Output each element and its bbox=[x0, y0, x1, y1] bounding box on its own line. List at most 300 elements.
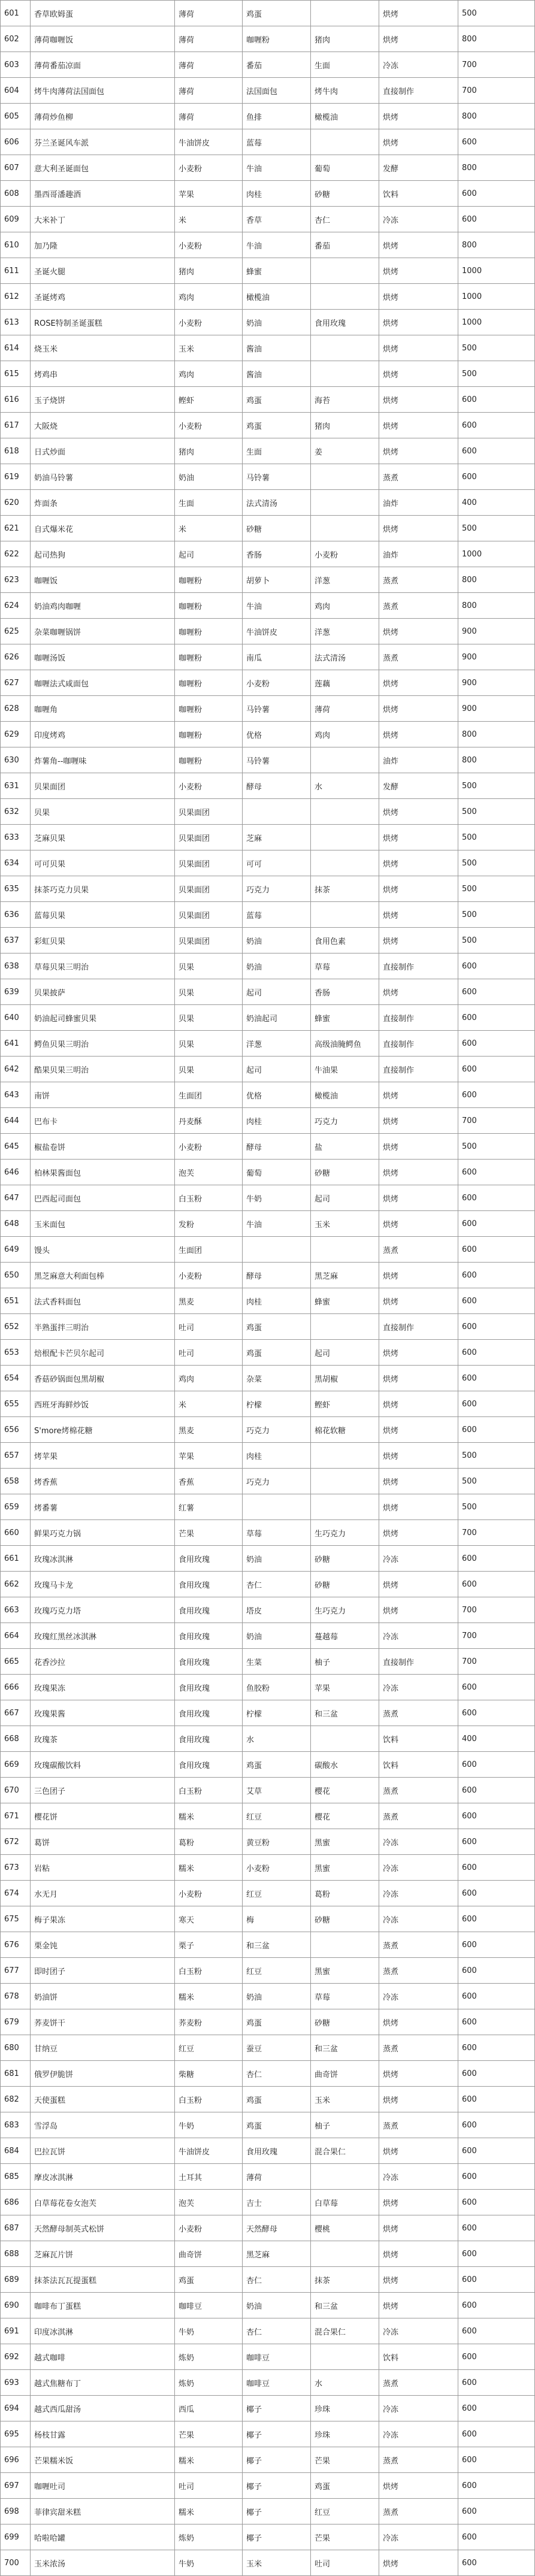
recipe-name: 日式炒面 bbox=[31, 438, 175, 464]
table-row bbox=[1, 1700, 535, 1726]
recipe-number: 649 bbox=[1, 1237, 31, 1263]
ingredient-3: 砂糖 bbox=[311, 1906, 379, 1932]
ingredient-1: 贝果面团 bbox=[175, 876, 243, 902]
recipe-name: 摩皮冰淇淋 bbox=[31, 2164, 175, 2190]
cooking-time: 1000 bbox=[458, 541, 535, 567]
ingredient-3: 洋葱 bbox=[311, 619, 379, 644]
ingredient-1: 小麦粉 bbox=[175, 1134, 243, 1160]
recipe-name: 巴布卡 bbox=[31, 1108, 175, 1134]
cooking-method: 蒸煮 bbox=[379, 2112, 458, 2138]
recipe-number: 668 bbox=[1, 1726, 31, 1752]
cooking-time: 600 bbox=[458, 1031, 535, 1057]
ingredient-3: 蜂蜜 bbox=[311, 1288, 379, 1314]
ingredient-2: 小麦粉 bbox=[243, 1855, 311, 1881]
recipe-name: ROSE特制圣诞蛋糕 bbox=[31, 310, 175, 335]
table-row bbox=[1, 2421, 535, 2447]
ingredient-2: 食用玫瑰 bbox=[243, 2138, 311, 2164]
cooking-method: 烘烤 bbox=[379, 1134, 458, 1160]
cooking-method: 烘烤 bbox=[379, 1211, 458, 1237]
cooking-method: 烘烤 bbox=[379, 1082, 458, 1108]
recipe-number: 627 bbox=[1, 670, 31, 696]
cooking-time: 600 bbox=[458, 1700, 535, 1726]
ingredient-1: 食用玫瑰 bbox=[175, 1597, 243, 1623]
recipe-number: 643 bbox=[1, 1082, 31, 1108]
recipe-name: 咖喱吐司 bbox=[31, 2473, 175, 2499]
table-row bbox=[1, 2344, 535, 2370]
recipe-number: 646 bbox=[1, 1160, 31, 1185]
ingredient-1: 吐司 bbox=[175, 1340, 243, 1366]
ingredient-1: 米 bbox=[175, 516, 243, 541]
recipe-name: 焙根配卡芒贝尔起司 bbox=[31, 1340, 175, 1366]
cooking-method: 烘烤 bbox=[379, 516, 458, 541]
recipe-name: 烤香蕉 bbox=[31, 1469, 175, 1494]
table-row bbox=[1, 1597, 535, 1623]
table-row bbox=[1, 670, 535, 696]
ingredient-2: 南瓜 bbox=[243, 644, 311, 670]
table-row bbox=[1, 1005, 535, 1031]
recipe-number: 695 bbox=[1, 2421, 31, 2447]
ingredient-1: 小麦粉 bbox=[175, 310, 243, 335]
ingredient-1: 炼奶 bbox=[175, 2524, 243, 2550]
cooking-time: 700 bbox=[458, 52, 535, 78]
recipe-number: 689 bbox=[1, 2267, 31, 2293]
cooking-time: 500 bbox=[458, 1134, 535, 1160]
recipe-name: 黑芝麻意大利面包棒 bbox=[31, 1263, 175, 1288]
ingredient-1: 糯米 bbox=[175, 2447, 243, 2473]
ingredient-1: 食用玫瑰 bbox=[175, 1700, 243, 1726]
table-row bbox=[1, 52, 535, 78]
ingredient-3 bbox=[311, 516, 379, 541]
ingredient-3 bbox=[311, 361, 379, 387]
recipe-name: 玫瑰果酱 bbox=[31, 1700, 175, 1726]
ingredient-2: 酵母 bbox=[243, 773, 311, 799]
ingredient-3: 鲣虾 bbox=[311, 1391, 379, 1417]
ingredient-1: 小麦粉 bbox=[175, 232, 243, 258]
recipe-number: 644 bbox=[1, 1108, 31, 1134]
ingredient-2: 马铃薯 bbox=[243, 747, 311, 773]
recipe-name: 芝麻瓦片饼 bbox=[31, 2241, 175, 2267]
ingredient-2: 红豆 bbox=[243, 1958, 311, 1984]
cooking-method: 烘烤 bbox=[379, 258, 458, 284]
ingredient-1: 生面 bbox=[175, 490, 243, 516]
recipe-name: 荞麦饼干 bbox=[31, 2009, 175, 2035]
cooking-method: 蒸煮 bbox=[379, 567, 458, 593]
ingredient-1: 咖喱粉 bbox=[175, 567, 243, 593]
cooking-method: 蒸煮 bbox=[379, 2499, 458, 2524]
cooking-time: 500 bbox=[458, 773, 535, 799]
cooking-time: 600 bbox=[458, 1803, 535, 1829]
cooking-method: 烘烤 bbox=[379, 335, 458, 361]
ingredient-3: 和三盆 bbox=[311, 2293, 379, 2318]
recipe-name: 柏林果酱面包 bbox=[31, 1160, 175, 1185]
ingredient-2: 奶油 bbox=[243, 310, 311, 335]
ingredient-2: 奶油 bbox=[243, 2293, 311, 2318]
recipe-number: 684 bbox=[1, 2138, 31, 2164]
table-row bbox=[1, 1185, 535, 1211]
ingredient-1: 糯米 bbox=[175, 1984, 243, 2009]
cooking-time: 600 bbox=[458, 1984, 535, 2009]
recipe-number: 659 bbox=[1, 1494, 31, 1520]
ingredient-1: 薄荷 bbox=[175, 78, 243, 104]
cooking-time: 800 bbox=[458, 567, 535, 593]
recipe-number: 665 bbox=[1, 1649, 31, 1675]
ingredient-2: 杏仁 bbox=[243, 2061, 311, 2087]
cooking-time: 600 bbox=[458, 2344, 535, 2370]
ingredient-3: 猪肉 bbox=[311, 413, 379, 438]
recipe-name: 巴拉瓦饼 bbox=[31, 2138, 175, 2164]
recipe-name: 墨西哥潘趣酒 bbox=[31, 181, 175, 207]
cooking-method: 烘烤 bbox=[379, 2473, 458, 2499]
table-row bbox=[1, 1803, 535, 1829]
ingredient-2: 起司 bbox=[243, 1057, 311, 1082]
ingredient-3 bbox=[311, 1314, 379, 1340]
ingredient-3: 生面 bbox=[311, 52, 379, 78]
ingredient-3: 混合果仁 bbox=[311, 2138, 379, 2164]
cooking-method: 饮料 bbox=[379, 1726, 458, 1752]
recipe-number: 613 bbox=[1, 310, 31, 335]
cooking-time: 600 bbox=[458, 387, 535, 413]
cooking-method: 冷冻 bbox=[379, 1675, 458, 1700]
cooking-time: 600 bbox=[458, 1417, 535, 1443]
recipe-number: 611 bbox=[1, 258, 31, 284]
recipe-number: 669 bbox=[1, 1752, 31, 1778]
ingredient-3: 黑芝麻 bbox=[311, 1263, 379, 1288]
ingredient-1: 贝果 bbox=[175, 1005, 243, 1031]
ingredient-1: 咖啡豆 bbox=[175, 2293, 243, 2318]
cooking-time: 1000 bbox=[458, 310, 535, 335]
cooking-method: 烘烤 bbox=[379, 696, 458, 722]
recipe-number: 691 bbox=[1, 2318, 31, 2344]
recipe-name: 香草欧姆蛋 bbox=[31, 1, 175, 26]
table-row bbox=[1, 2241, 535, 2267]
ingredient-1: 鸡肉 bbox=[175, 361, 243, 387]
recipe-name: 西班牙海鲜炒饭 bbox=[31, 1391, 175, 1417]
cooking-time: 1000 bbox=[458, 258, 535, 284]
table-row bbox=[1, 232, 535, 258]
table-row bbox=[1, 722, 535, 747]
ingredient-1: 吐司 bbox=[175, 1314, 243, 1340]
table-row bbox=[1, 1829, 535, 1855]
recipe-number: 619 bbox=[1, 464, 31, 490]
recipe-number: 645 bbox=[1, 1134, 31, 1160]
recipe-name: 芝麻贝果 bbox=[31, 825, 175, 850]
cooking-time: 700 bbox=[458, 1520, 535, 1546]
cooking-time: 600 bbox=[458, 2087, 535, 2112]
recipe-name: 岩粘 bbox=[31, 1855, 175, 1881]
recipe-name: 印度冰淇淋 bbox=[31, 2318, 175, 2344]
recipe-number: 653 bbox=[1, 1340, 31, 1366]
recipe-name: 彩虹贝果 bbox=[31, 928, 175, 953]
ingredient-3: 葡萄 bbox=[311, 155, 379, 181]
cooking-method: 烘烤 bbox=[379, 284, 458, 310]
recipe-name: 玫瑰巧克力塔 bbox=[31, 1597, 175, 1623]
table-row bbox=[1, 825, 535, 850]
ingredient-3: 吐司 bbox=[311, 2550, 379, 2576]
recipe-number: 640 bbox=[1, 1005, 31, 1031]
cooking-time: 800 bbox=[458, 104, 535, 129]
ingredient-3: 橄榄油 bbox=[311, 104, 379, 129]
ingredient-2: 鸡蛋 bbox=[243, 1, 311, 26]
recipe-number: 681 bbox=[1, 2061, 31, 2087]
ingredient-2: 鱼胶粉 bbox=[243, 1675, 311, 1700]
ingredient-3: 黑蜜 bbox=[311, 1958, 379, 1984]
ingredient-2: 杏仁 bbox=[243, 1572, 311, 1597]
cooking-method: 烘烤 bbox=[379, 799, 458, 825]
cooking-time: 600 bbox=[458, 1340, 535, 1366]
ingredient-3: 棉花软糖 bbox=[311, 1417, 379, 1443]
ingredient-3: 和三盆 bbox=[311, 2035, 379, 2061]
ingredient-2: 法国面包 bbox=[243, 78, 311, 104]
recipe-name: 咖喱汤饭 bbox=[31, 644, 175, 670]
ingredient-1: 食用玫瑰 bbox=[175, 1752, 243, 1778]
cooking-time: 600 bbox=[458, 1082, 535, 1108]
table-row bbox=[1, 2112, 535, 2138]
recipe-name: 法式香料面包 bbox=[31, 1288, 175, 1314]
ingredient-2: 红豆 bbox=[243, 1881, 311, 1906]
ingredient-2: 吉士 bbox=[243, 2190, 311, 2215]
table-row bbox=[1, 1984, 535, 2009]
ingredient-3: 黑胡椒 bbox=[311, 1366, 379, 1391]
ingredient-2: 奶油 bbox=[243, 1546, 311, 1572]
cooking-method: 烘烤 bbox=[379, 979, 458, 1005]
cooking-time: 600 bbox=[458, 1752, 535, 1778]
recipe-number: 636 bbox=[1, 902, 31, 928]
cooking-method: 烘烤 bbox=[379, 26, 458, 52]
ingredient-2: 鸡蛋 bbox=[243, 2112, 311, 2138]
ingredient-1: 小麦粉 bbox=[175, 2215, 243, 2241]
ingredient-1: 白玉粉 bbox=[175, 2087, 243, 2112]
cooking-time: 600 bbox=[458, 1057, 535, 1082]
recipe-name: S'more烤棉花糖 bbox=[31, 1417, 175, 1443]
recipe-name: 大米补丁 bbox=[31, 207, 175, 232]
recipe-number: 670 bbox=[1, 1778, 31, 1803]
cooking-method: 烘烤 bbox=[379, 2241, 458, 2267]
cooking-time: 600 bbox=[458, 1185, 535, 1211]
ingredient-1: 贝果 bbox=[175, 1031, 243, 1057]
recipe-number: 700 bbox=[1, 2550, 31, 2576]
cooking-method: 蒸煮 bbox=[379, 2447, 458, 2473]
recipe-name: 蓝莓贝果 bbox=[31, 902, 175, 928]
ingredient-1: 贝果 bbox=[175, 953, 243, 979]
ingredient-2: 薄荷 bbox=[243, 2164, 311, 2190]
ingredient-1: 薄荷 bbox=[175, 104, 243, 129]
ingredient-3: 草莓 bbox=[311, 1984, 379, 2009]
cooking-method: 烘烤 bbox=[379, 2293, 458, 2318]
table-row bbox=[1, 2396, 535, 2421]
cooking-time: 600 bbox=[458, 2164, 535, 2190]
table-row bbox=[1, 902, 535, 928]
ingredient-3: 起司 bbox=[311, 1340, 379, 1366]
ingredient-3: 生巧克力 bbox=[311, 1597, 379, 1623]
recipe-name: 起司热狗 bbox=[31, 541, 175, 567]
ingredient-3 bbox=[311, 258, 379, 284]
cooking-time: 800 bbox=[458, 155, 535, 181]
recipe-number: 620 bbox=[1, 490, 31, 516]
table-row bbox=[1, 104, 535, 129]
cooking-time: 800 bbox=[458, 747, 535, 773]
recipe-number: 698 bbox=[1, 2499, 31, 2524]
ingredient-3 bbox=[311, 464, 379, 490]
cooking-method: 蒸煮 bbox=[379, 464, 458, 490]
cooking-method: 冷冻 bbox=[379, 2421, 458, 2447]
ingredient-1: 薄荷 bbox=[175, 26, 243, 52]
ingredient-3 bbox=[311, 1469, 379, 1494]
cooking-time: 600 bbox=[458, 2215, 535, 2241]
table-row bbox=[1, 2550, 535, 2576]
cooking-method: 烘烤 bbox=[379, 1494, 458, 1520]
table-row bbox=[1, 2473, 535, 2499]
ingredient-2: 法式清汤 bbox=[243, 490, 311, 516]
ingredient-3: 砂糖 bbox=[311, 1546, 379, 1572]
cooking-time: 700 bbox=[458, 78, 535, 104]
table-row bbox=[1, 696, 535, 722]
table-row bbox=[1, 181, 535, 207]
recipe-name: 草莓贝果三明治 bbox=[31, 953, 175, 979]
cooking-time: 600 bbox=[458, 1211, 535, 1237]
cooking-time: 600 bbox=[458, 2499, 535, 2524]
ingredient-3: 蜂蜜 bbox=[311, 1005, 379, 1031]
table-row bbox=[1, 1623, 535, 1649]
ingredient-3: 抹茶 bbox=[311, 876, 379, 902]
cooking-method: 蒸煮 bbox=[379, 2035, 458, 2061]
table-row bbox=[1, 541, 535, 567]
ingredient-1: 吐司 bbox=[175, 2473, 243, 2499]
ingredient-2: 椰子 bbox=[243, 2447, 311, 2473]
recipe-number: 664 bbox=[1, 1623, 31, 1649]
table-row bbox=[1, 1443, 535, 1469]
ingredient-3: 玉米 bbox=[311, 1211, 379, 1237]
cooking-time: 500 bbox=[458, 825, 535, 850]
recipe-number: 602 bbox=[1, 26, 31, 52]
table-row bbox=[1, 1520, 535, 1546]
ingredient-2 bbox=[243, 799, 311, 825]
ingredient-2: 椰子 bbox=[243, 2396, 311, 2421]
ingredient-1: 泡芙 bbox=[175, 1160, 243, 1185]
table-row bbox=[1, 2499, 535, 2524]
recipe-name: 玫瑰果冻 bbox=[31, 1675, 175, 1700]
recipe-name: 玉米面包 bbox=[31, 1211, 175, 1237]
ingredient-1: 鸡肉 bbox=[175, 1366, 243, 1391]
cooking-method: 蒸煮 bbox=[379, 644, 458, 670]
ingredient-3: 法式清汤 bbox=[311, 644, 379, 670]
cooking-method: 直接制作 bbox=[379, 78, 458, 104]
recipe-number: 631 bbox=[1, 773, 31, 799]
recipe-table-body bbox=[1, 1, 535, 2576]
ingredient-2: 生菜 bbox=[243, 1649, 311, 1675]
ingredient-2: 柠檬 bbox=[243, 1391, 311, 1417]
recipe-number: 605 bbox=[1, 104, 31, 129]
ingredient-3: 芒果 bbox=[311, 2447, 379, 2473]
ingredient-1: 曲奇饼 bbox=[175, 2241, 243, 2267]
ingredient-1: 小麦粉 bbox=[175, 773, 243, 799]
ingredient-1: 食用玫瑰 bbox=[175, 1623, 243, 1649]
ingredient-2: 椰子 bbox=[243, 2473, 311, 2499]
recipe-number: 648 bbox=[1, 1211, 31, 1237]
ingredient-2: 牛油 bbox=[243, 593, 311, 619]
table-row bbox=[1, 1057, 535, 1082]
table-row bbox=[1, 1855, 535, 1881]
cooking-time: 900 bbox=[458, 670, 535, 696]
cooking-time: 600 bbox=[458, 1288, 535, 1314]
ingredient-1: 黑麦 bbox=[175, 1288, 243, 1314]
recipe-number: 696 bbox=[1, 2447, 31, 2473]
cooking-time: 600 bbox=[458, 2241, 535, 2267]
table-row bbox=[1, 2061, 535, 2087]
table-row bbox=[1, 1108, 535, 1134]
cooking-time: 600 bbox=[458, 1263, 535, 1288]
cooking-method: 烘烤 bbox=[379, 1263, 458, 1288]
recipe-number: 608 bbox=[1, 181, 31, 207]
table-row bbox=[1, 464, 535, 490]
cooking-method: 烘烤 bbox=[379, 1, 458, 26]
ingredient-2 bbox=[243, 1237, 311, 1263]
ingredient-3: 高级油腌鳄鱼 bbox=[311, 1031, 379, 1057]
ingredient-1: 炼奶 bbox=[175, 2370, 243, 2396]
cooking-method: 烘烤 bbox=[379, 2550, 458, 2576]
table-row bbox=[1, 1391, 535, 1417]
cooking-time: 600 bbox=[458, 2035, 535, 2061]
ingredient-2: 天然酵母 bbox=[243, 2215, 311, 2241]
ingredient-3: 砂糖 bbox=[311, 181, 379, 207]
ingredient-1: 生面团 bbox=[175, 1237, 243, 1263]
recipe-number: 621 bbox=[1, 516, 31, 541]
recipe-number: 604 bbox=[1, 78, 31, 104]
ingredient-3: 抹茶 bbox=[311, 2267, 379, 2293]
cooking-time: 600 bbox=[458, 1881, 535, 1906]
ingredient-1: 荞麦粉 bbox=[175, 2009, 243, 2035]
table-row bbox=[1, 335, 535, 361]
table-row bbox=[1, 1675, 535, 1700]
ingredient-2: 牛油 bbox=[243, 155, 311, 181]
recipe-number: 638 bbox=[1, 953, 31, 979]
cooking-time: 500 bbox=[458, 928, 535, 953]
cooking-method: 直接制作 bbox=[379, 1031, 458, 1057]
cooking-method: 烘烤 bbox=[379, 1572, 458, 1597]
ingredient-1: 贝果 bbox=[175, 979, 243, 1005]
recipe-number: 614 bbox=[1, 335, 31, 361]
recipe-name: 越式咖啡 bbox=[31, 2344, 175, 2370]
recipe-name: 香菇砂锅面包黑胡椒 bbox=[31, 1366, 175, 1391]
table-row bbox=[1, 2087, 535, 2112]
cooking-time: 600 bbox=[458, 1572, 535, 1597]
cooking-time: 600 bbox=[458, 953, 535, 979]
cooking-method: 冷冻 bbox=[379, 2164, 458, 2190]
cooking-time: 500 bbox=[458, 516, 535, 541]
cooking-method: 冷冻 bbox=[379, 1855, 458, 1881]
recipe-name: 馒头 bbox=[31, 1237, 175, 1263]
ingredient-1: 丹麦酥 bbox=[175, 1108, 243, 1134]
ingredient-3: 珍珠 bbox=[311, 2396, 379, 2421]
table-row bbox=[1, 1366, 535, 1391]
cooking-time: 500 bbox=[458, 335, 535, 361]
table-row bbox=[1, 799, 535, 825]
cooking-method: 油炸 bbox=[379, 490, 458, 516]
ingredient-1: 薄荷 bbox=[175, 1, 243, 26]
recipe-name: 咖喱角 bbox=[31, 696, 175, 722]
ingredient-2: 可可 bbox=[243, 850, 311, 876]
table-row bbox=[1, 593, 535, 619]
cooking-time: 600 bbox=[458, 438, 535, 464]
ingredient-3: 葛粉 bbox=[311, 1881, 379, 1906]
recipe-name: 印度烤鸡 bbox=[31, 722, 175, 747]
recipe-name: 水无月 bbox=[31, 1881, 175, 1906]
cooking-method: 直接制作 bbox=[379, 1314, 458, 1340]
recipe-name: 玫瑰红黑丝冰淇淋 bbox=[31, 1623, 175, 1649]
recipe-name: 杨枝甘露 bbox=[31, 2421, 175, 2447]
cooking-time: 700 bbox=[458, 1649, 535, 1675]
cooking-method: 油炸 bbox=[379, 541, 458, 567]
ingredient-3: 曲奇饼 bbox=[311, 2061, 379, 2087]
